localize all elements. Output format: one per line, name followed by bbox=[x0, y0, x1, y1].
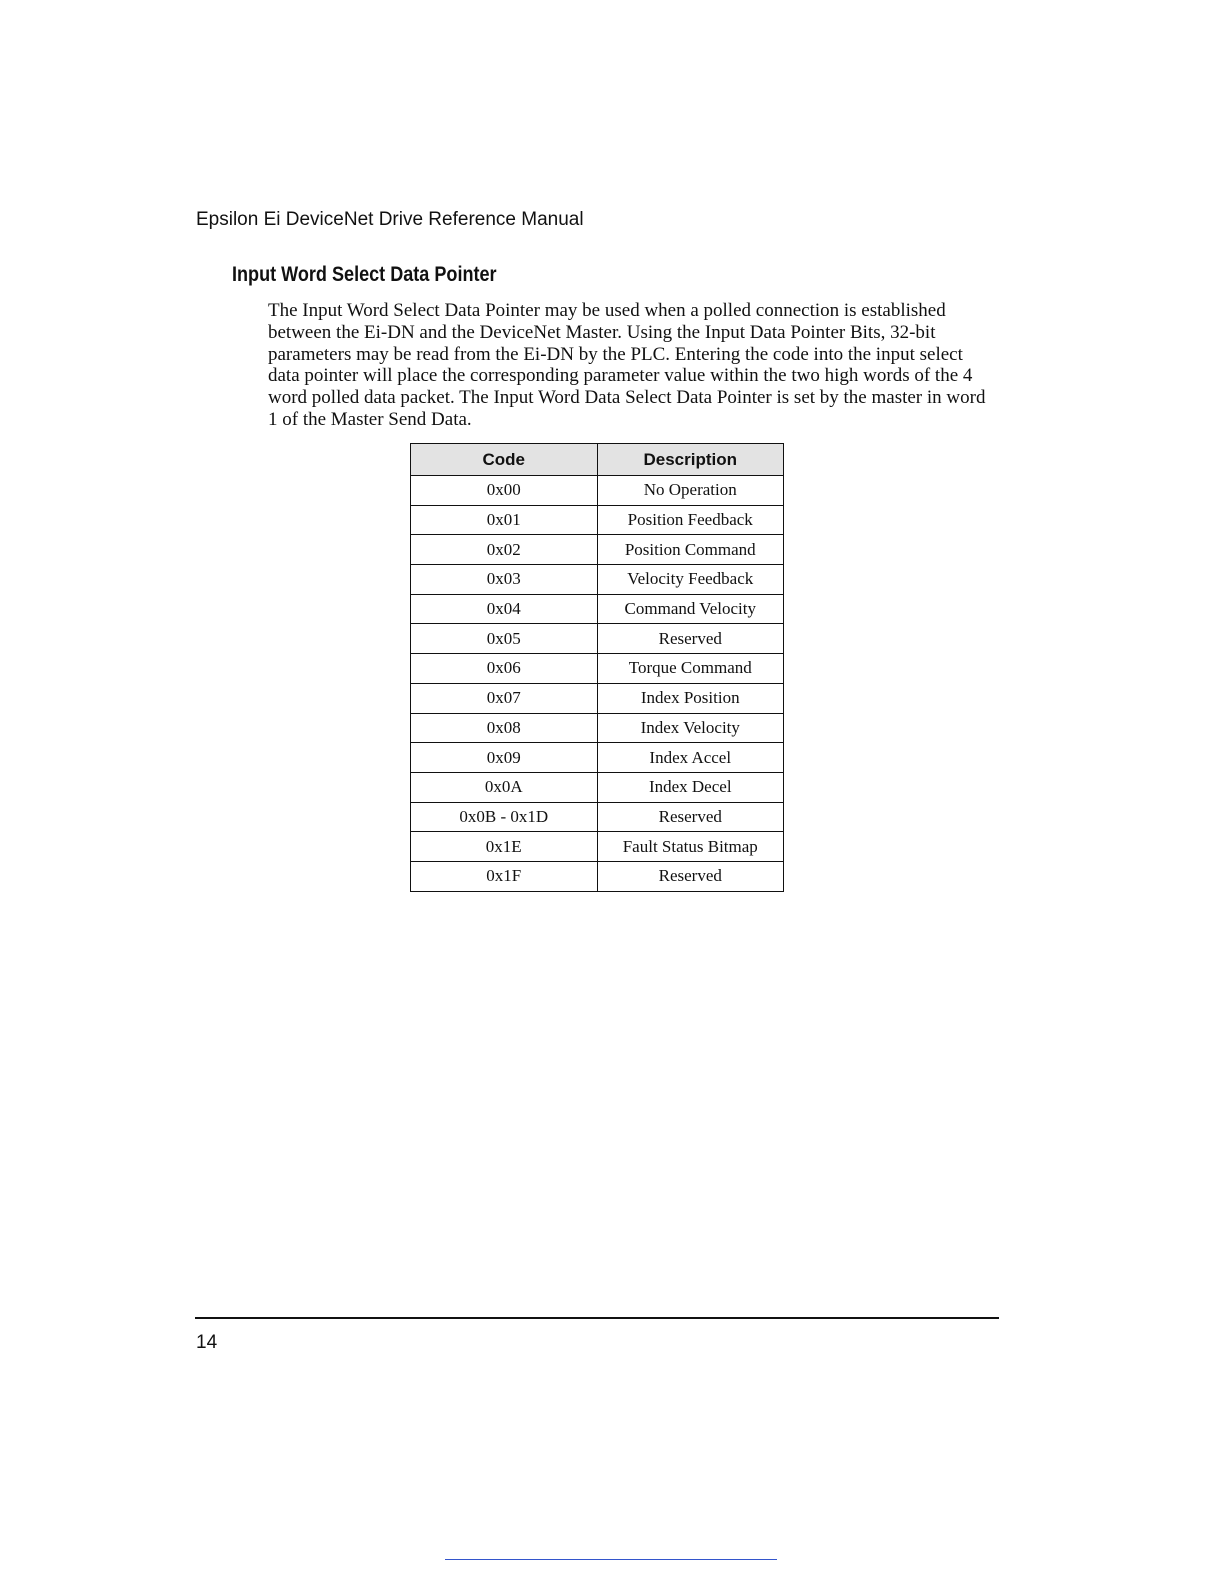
description-cell: No Operation bbox=[597, 476, 784, 506]
description-cell: Reserved bbox=[597, 624, 784, 654]
page-number: 14 bbox=[196, 1332, 218, 1353]
description-cell: Reserved bbox=[597, 861, 784, 891]
table-row bbox=[411, 743, 784, 773]
description-cell: Index Position bbox=[597, 683, 784, 713]
code-cell: 0x09 bbox=[411, 743, 598, 773]
description-cell: Reserved bbox=[597, 802, 784, 832]
table-row bbox=[411, 713, 784, 743]
description-cell: Velocity Feedback bbox=[597, 565, 784, 595]
code-cell: 0x0A bbox=[411, 772, 598, 802]
section-paragraph: The Input Word Select Data Pointer may be used when a polled connection is established between the Ei-DN and the DeviceNet Master. Using the Input Data Pointer Bits, 32-bit parameters may be read from the Ei-DN by the PLC. Entering the code into the input select data pointer will place the corresponding parameter value within the two high words of the 4 word polled data packet. The Input Word Data Select Data Pointer is set by the master in word 1 of the Master Send Data. bbox=[268, 300, 986, 430]
table-row bbox=[411, 476, 784, 506]
table-row bbox=[411, 683, 784, 713]
description-cell: Index Decel bbox=[597, 772, 784, 802]
section-title: Input Word Select Data Pointer bbox=[232, 263, 497, 286]
description-cell: Position Feedback bbox=[597, 505, 784, 535]
description-cell: Command Velocity bbox=[597, 594, 784, 624]
table-row bbox=[411, 565, 784, 595]
code-cell: 0x06 bbox=[411, 654, 598, 684]
code-cell: 0x0B - 0x1D bbox=[411, 802, 598, 832]
table-row bbox=[411, 772, 784, 802]
table-header-row bbox=[411, 444, 784, 476]
code-cell: 0x1E bbox=[411, 832, 598, 862]
code-table bbox=[410, 443, 784, 892]
table-row bbox=[411, 832, 784, 862]
code-cell: 0x01 bbox=[411, 505, 598, 535]
footer-divider bbox=[195, 1317, 999, 1319]
table-row bbox=[411, 624, 784, 654]
code-cell: 0x04 bbox=[411, 594, 598, 624]
code-cell: 0x00 bbox=[411, 476, 598, 506]
bottom-link-underline bbox=[445, 1559, 777, 1560]
table-row bbox=[411, 654, 784, 684]
column-header-code: Code bbox=[411, 444, 598, 476]
description-cell: Torque Command bbox=[597, 654, 784, 684]
description-cell: Position Command bbox=[597, 535, 784, 565]
description-cell: Index Accel bbox=[597, 743, 784, 773]
running-header: Epsilon Ei DeviceNet Drive Reference Manual bbox=[196, 209, 584, 230]
code-cell: 0x02 bbox=[411, 535, 598, 565]
table-row bbox=[411, 594, 784, 624]
code-cell: 0x05 bbox=[411, 624, 598, 654]
table-row bbox=[411, 535, 784, 565]
table-row bbox=[411, 802, 784, 832]
description-cell: Fault Status Bitmap bbox=[597, 832, 784, 862]
code-cell: 0x1F bbox=[411, 861, 598, 891]
description-cell: Index Velocity bbox=[597, 713, 784, 743]
code-cell: 0x08 bbox=[411, 713, 598, 743]
code-cell: 0x03 bbox=[411, 565, 598, 595]
table-row bbox=[411, 505, 784, 535]
table-row bbox=[411, 861, 784, 891]
code-cell: 0x07 bbox=[411, 683, 598, 713]
column-header-description: Description bbox=[597, 444, 784, 476]
